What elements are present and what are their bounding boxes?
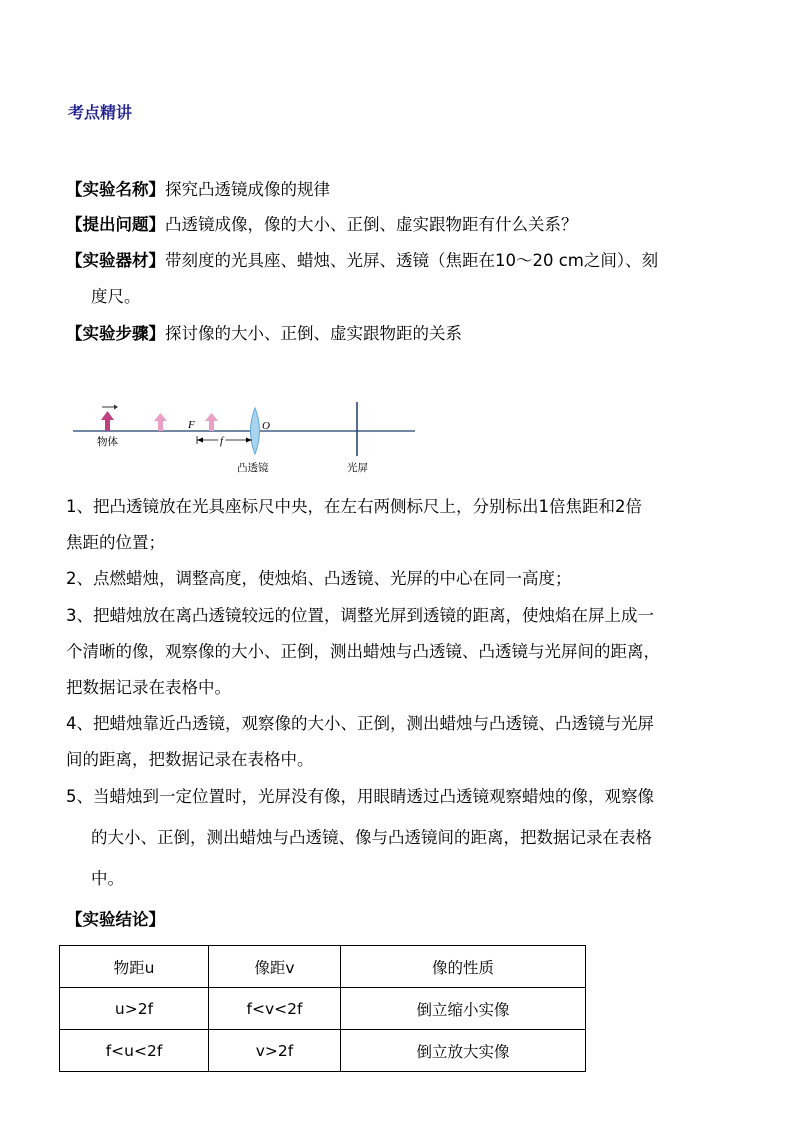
focus-label: F <box>188 419 195 431</box>
table-row <box>60 988 586 1030</box>
candle-position-f-icon <box>205 413 218 431</box>
conclusion-label: 【实验结论】 <box>66 910 165 929</box>
table-cell: f<u<2f <box>60 1030 209 1072</box>
table-cell: f<v<2f <box>209 988 341 1030</box>
convex-lens-icon <box>251 408 260 454</box>
object-label: 物体 <box>97 437 118 448</box>
steps-heading-text: 探讨像的大小、正倒、虚实跟物距的关系 <box>165 324 462 343</box>
header-object-distance: 物距u <box>60 946 209 988</box>
flame-direction-arrow-icon <box>102 405 118 410</box>
table-row <box>60 1030 586 1072</box>
equipment-text: 带刻度的光具座、蜡烛、光屏、透镜（焦距在10～20 cm之间）、刻 <box>165 251 659 270</box>
focal-left-arrowhead-icon <box>197 438 203 443</box>
steps-heading-line <box>66 320 462 344</box>
lens-label: 凸透镜 <box>237 463 269 474</box>
conclusion-table <box>59 945 586 1072</box>
optical-center-label: O <box>262 420 270 432</box>
step-3-line-1: 3、把蜡烛放在离凸透镜较远的位置，调整光屏到透镜的距离，使烛焰在屏上成一 <box>66 606 654 625</box>
experiment-name-label: 【实验名称】 <box>66 180 165 199</box>
candle-position-2f-icon <box>154 413 167 431</box>
step-1-line-1: 1、把凸透镜放在光具座标尺中央，在左右两侧标尺上，分别标出1倍焦距和2倍 <box>66 497 642 516</box>
step-5-line-1: 5、当蜡烛到一定位置时，光屏没有像，用眼睛透过凸透镜观察蜡烛的像，观察像 <box>66 787 654 806</box>
step-4-line-2: 间的距离，把数据记录在表格中。 <box>66 750 314 769</box>
optical-bench-diagram <box>70 398 420 478</box>
step-3-line-2: 个清晰的像，观察像的大小、正倒，测出蜡烛与凸透镜、凸透镜与光屏间的距离， <box>66 642 660 661</box>
step-3-line-3: 把数据记录在表格中。 <box>66 678 231 697</box>
equipment-continuation-text: 度尺。 <box>91 287 141 306</box>
table-cell: 倒立缩小实像 <box>341 988 586 1030</box>
table-cell: u>2f <box>60 988 209 1030</box>
experiment-name-line <box>66 176 330 200</box>
step-5-line-2: 的大小、正倒，测出蜡烛与凸透镜、像与凸透镜间的距离，把数据记录在表格 <box>91 828 652 847</box>
equipment-label: 【实验器材】 <box>66 251 165 270</box>
step-2-line: 2、点燃蜡烛，调整高度，使烛焰、凸透镜、光屏的中心在同一高度； <box>66 569 572 588</box>
header-image-nature: 像的性质 <box>341 946 586 988</box>
steps-label: 【实验步骤】 <box>66 324 165 343</box>
table-cell: 倒立放大实像 <box>341 1030 586 1072</box>
equipment-line <box>66 247 658 271</box>
question-line <box>66 211 578 235</box>
experiment-name-text: 探究凸透镜成像的规律 <box>165 180 330 199</box>
section-heading: 考点精讲 <box>68 103 133 122</box>
step-4-line-1: 4、把蜡烛靠近凸透镜，观察像的大小、正倒，测出蜡烛与凸透镜、凸透镜与光屏 <box>66 714 654 733</box>
object-arrow-icon <box>101 411 114 431</box>
equipment-continuation <box>91 283 141 307</box>
header-image-distance: 像距v <box>209 946 341 988</box>
table-header-row <box>60 946 586 988</box>
question-label: 【提出问题】 <box>66 215 165 234</box>
step-5-line-3: 中。 <box>91 869 124 888</box>
step-1-line-2: 焦距的位置； <box>66 533 165 552</box>
focal-length-label: f <box>220 435 224 447</box>
table-cell: v>2f <box>209 1030 341 1072</box>
screen-label: 光屏 <box>347 463 368 474</box>
question-text: 凸透镜成像，像的大小、正倒、虚实跟物距有什么关系？ <box>165 215 578 234</box>
